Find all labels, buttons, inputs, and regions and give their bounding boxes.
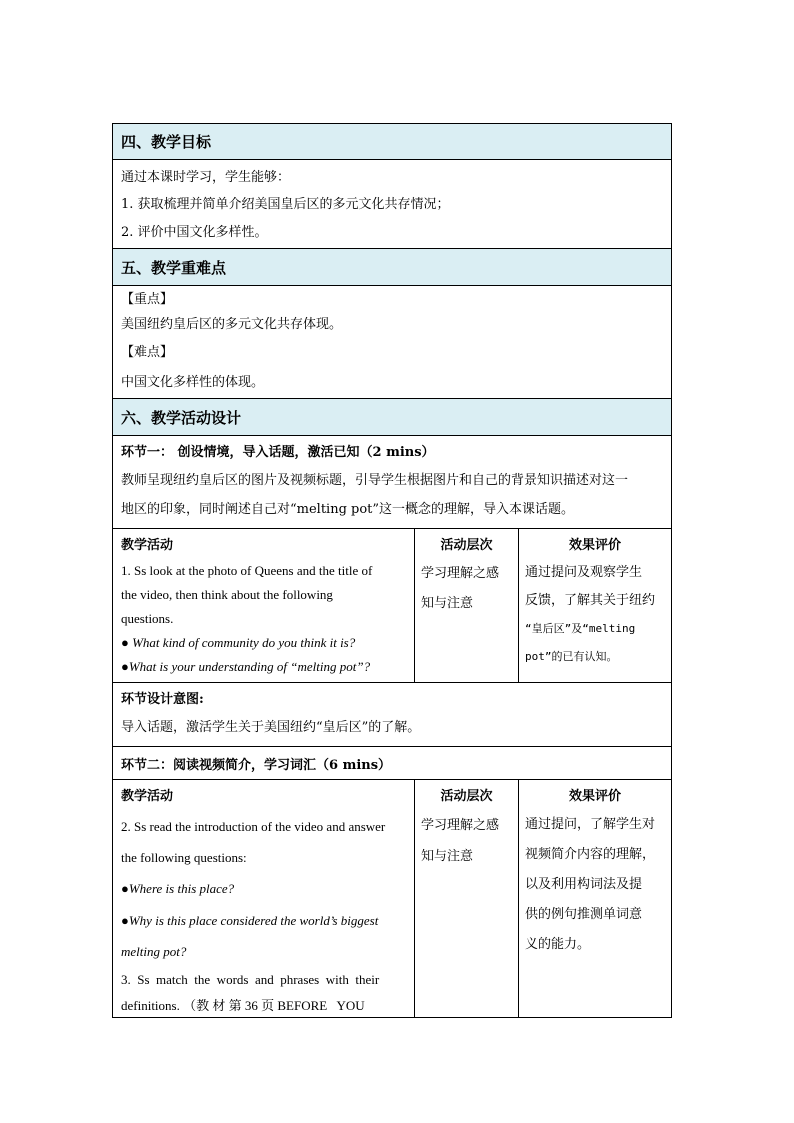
step1-level-line2: 知与注意 bbox=[421, 596, 474, 611]
step2-eval-cell bbox=[519, 780, 671, 1017]
step1-activity-table bbox=[113, 529, 671, 683]
step1-activity-cell bbox=[113, 529, 415, 682]
step1-desc-line2: 地区的印象，同时阐述自己对“melting pot”这一概念的理解，导入本课话题。 bbox=[121, 502, 575, 517]
step2-col-level: 活动层次 bbox=[440, 789, 493, 804]
step1-eval-line2: 反馈，了解其关于纽约 bbox=[525, 593, 656, 608]
step1-eval-line1: 通过提问及观察学生 bbox=[525, 565, 643, 580]
section4-intro: 通过本课时学习，学生能够： bbox=[121, 170, 291, 185]
step1-eval-line3: “皇后区”及“melting bbox=[525, 622, 636, 635]
step1-col-activity: 教学活动 bbox=[121, 538, 174, 553]
step2-activity-table bbox=[113, 780, 671, 1017]
step2-question2-line2: melting pot? bbox=[121, 944, 187, 959]
step1-level-line1: 学习理解之感 bbox=[421, 566, 500, 581]
difficult-point-label: 【难点】 bbox=[121, 345, 174, 360]
step1-act-line1: 1. Ss look at the photo of Queens and the title of bbox=[121, 563, 373, 578]
step1-intent-label: 环节设计意图: bbox=[121, 692, 204, 707]
step1-intent-block bbox=[113, 683, 671, 747]
section6-title: 六、教学活动设计 bbox=[121, 408, 242, 427]
step2-act-line1: 2. Ss read the introduction of the video and answer bbox=[121, 819, 386, 834]
step2-act-line2: the following questions: bbox=[121, 850, 247, 865]
difficult-point-text: 中国文化多样性的体现。 bbox=[121, 375, 265, 390]
step1-eval-cell bbox=[519, 529, 671, 682]
key-point-text: 美国纽约皇后区的多元文化共存体现。 bbox=[121, 317, 343, 332]
step2-title-row bbox=[113, 747, 671, 780]
section4-body bbox=[113, 160, 671, 249]
step2-act3-line2: definitions. （教 材 第 36 页 BEFORE YOU bbox=[121, 998, 365, 1013]
section4-item1: 1. 获取梳理并简单介绍美国皇后区的多元文化共存情况； bbox=[121, 197, 450, 212]
step1-block bbox=[113, 436, 671, 529]
step2-question1: ●Where is this place? bbox=[121, 881, 235, 896]
step2-col-activity: 教学活动 bbox=[121, 789, 174, 804]
step2-eval-line1: 通过提问，了解学生对 bbox=[525, 817, 656, 832]
section4-title: 四、教学目标 bbox=[121, 133, 212, 151]
step2-level-cell bbox=[415, 780, 519, 1017]
step1-intent-text: 导入话题，激活学生关于美国纽约“皇后区”的了解。 bbox=[121, 720, 421, 735]
step2-eval-line2: 视频简介内容的理解， bbox=[525, 847, 656, 862]
step1-desc-line1: 教师呈现纽约皇后区的图片及视频标题，引导学生根据图片和自己的背景知识描述对这一 bbox=[121, 473, 629, 488]
step1-title: 环节一： 创设情境，导入话题，激活已知（2 mins） bbox=[121, 445, 435, 460]
step2-level-line2: 知与注意 bbox=[421, 849, 474, 864]
step2-col-eval: 效果评价 bbox=[568, 789, 621, 804]
step1-question1: ● What kind of community do you think it is? bbox=[121, 635, 356, 650]
step1-question2: ●What is your understanding of “melting pot”? bbox=[121, 659, 371, 674]
step2-eval-line4: 供的例句推测单词意 bbox=[525, 907, 643, 922]
step1-level-cell bbox=[415, 529, 519, 682]
step2-level-line1: 学习理解之感 bbox=[421, 818, 500, 833]
step2-eval-line5: 义的能力。 bbox=[525, 937, 591, 952]
step1-eval-line4: pot”的已有认知。 bbox=[525, 650, 618, 663]
step1-act-line2: the video, then think about the following bbox=[121, 587, 333, 602]
section5-header bbox=[113, 249, 671, 286]
step2-act3-line1: 3. Ss match the words and phrases with their bbox=[121, 972, 380, 987]
step1-col-level: 活动层次 bbox=[440, 538, 493, 553]
section4-item2: 2. 评价中国文化多样性。 bbox=[121, 225, 268, 240]
step2-activity-cell bbox=[113, 780, 415, 1017]
key-point-label: 【重点】 bbox=[121, 292, 174, 307]
lesson-plan-table bbox=[112, 123, 672, 1018]
step2-eval-line3: 以及利用构词法及提 bbox=[525, 877, 643, 892]
section4-header bbox=[113, 124, 671, 160]
step1-col-eval: 效果评价 bbox=[568, 538, 621, 553]
section5-body bbox=[113, 286, 671, 399]
section5-title: 五、教学重难点 bbox=[121, 258, 227, 277]
step2-question2-line1: ●Why is this place considered the world’s biggest bbox=[121, 913, 379, 928]
step1-act-line3: questions. bbox=[121, 611, 174, 626]
section6-header bbox=[113, 399, 671, 436]
step2-title: 环节二：阅读视频简介，学习词汇（6 mins） bbox=[121, 757, 392, 773]
